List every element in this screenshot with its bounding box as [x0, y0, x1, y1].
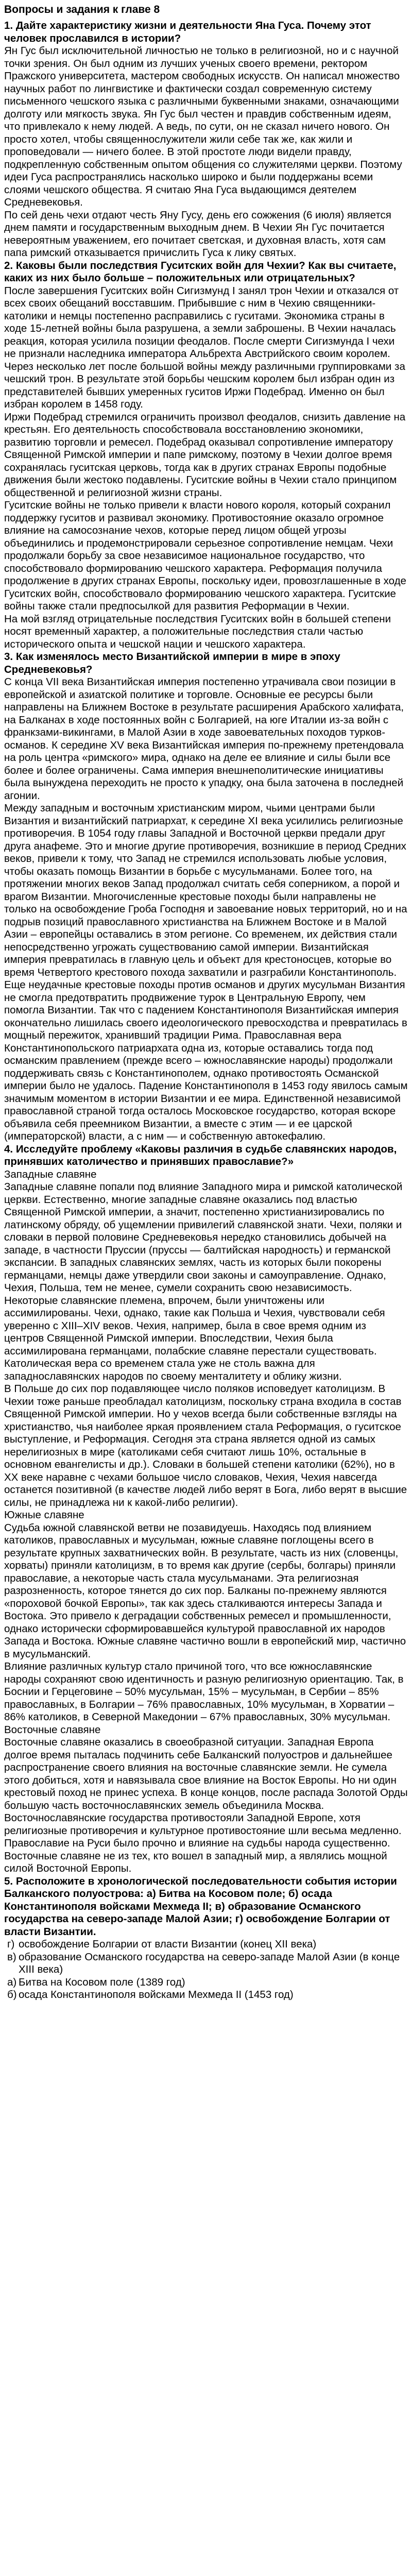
question-block: [4, 651, 408, 1143]
answer-list: [4, 1938, 408, 2002]
question-text: Дайте характеристику жизни и деятельности Яна Гуса. Почему этот человек прославился в истории?: [4, 20, 371, 44]
list-item-marker: г): [7, 1938, 15, 1950]
question-block: [4, 1875, 408, 2002]
answer-paragraph: На мой взгляд отрицательные последствия Гуситских войн в большей степени носят временный характер, а положительные последствия стали частью исторического опыта и чешской нации и чешского характера.: [4, 613, 391, 650]
list-item: [4, 1938, 408, 1951]
list-item-text: освобождение Болгарии от власти Византии (конец XII века): [19, 1938, 317, 1950]
section-subheading: Восточные славяне: [4, 1723, 101, 1736]
answer-paragraph: По сей день чехи отдают честь Яну Гусу, день его сожжения (6 июля) является днем памяти и государственным выходным днем. В Чехии Ян Гус почитается невероятным уважением, его почитает светская, и духовная власть, хотя сам папа римский отказывается причислить Гуса к лику святых.: [4, 209, 391, 259]
answer-paragraph: Судьба южной славянской ветви не позавидуешь. Находясь под влиянием католиков, православных и мусульман, южные славяне поглощены всего в результате крупных захватнических войн. В результате, часть из них (словенцы, хорваты) приняли католицизм, в то время как другие (сербы, болгары) приняли православие, а некоторые часть стала мусульманами. Эта религиозная разрозненность, которое тянется до сих пор. Балканы по-прежнему являются «пороховой бочкой Европы», так как здесь сталкиваются интересы Запада и Востока. Это привело к деградации собственных ремесел и промышленности, однако исторически сформировавшейся культурой православной их народов Запада и Востока. Южные славяне частично вошли в европейский мир, частично в мусульманский.: [4, 1521, 406, 1660]
question-title: [4, 260, 408, 285]
question-block: [4, 20, 408, 260]
question-number: 2.: [4, 259, 13, 272]
answer-paragraph: В Польше до сих пор подавляющее число поляков исповедует католицизм. В Чехии тоже раньше преобладал католицизм, поскольку страна входила в состав Священной Римской империи. Но у чехов всегда были собственные взгляды на христианство, чья наиболее яркая проявлением стала Реформация, о гуситское выступление, и Реформация. Сегодня эта страна является одной из самых нерелигиозных в мире (католиками себя считают лишь 10%, остальные в основном евангелисты и др.). Словаки в большей степени католики (62%), но в XX веке наравне с чехами большое число словаков, Чехия, Чехия навсегда останется позитивной (в качестве людей либо верят в Бога, либо верят в высшие силы, не принадлежа ни к какой-либо религии).: [4, 1383, 407, 1509]
list-item-text: образование Османского государства на северо-западе Малой Азии (в конце XIII века): [19, 1951, 400, 1975]
list-item-marker: а): [7, 1976, 17, 1988]
section-subheading: Южные славяне: [4, 1509, 84, 1521]
question-title: [4, 20, 408, 45]
answer-paragraph: Влияние различных культур стало причиной того, что все южнославянские народы сохраняют свою идентичность и разную религиозную ориентацию. Так, в Боснии и Герцеговине – 50% мусульман, 15% – мусульман, в Сербии – 85% православных, в Болгарии – 76% православных, 10% мусульман, в Хорватии – 86% католиков, в Северной Македонии – 67% православных, 30% мусульман.: [4, 1660, 404, 1723]
list-item: [4, 1976, 408, 1989]
list-item: [4, 1951, 408, 1976]
question-text: Как изменялось место Византийской империи в мире в эпоху Средневековья?: [4, 651, 340, 675]
answer-paragraph: Западные славяне попали под влияние Западного мира и римской католической церкви. Естественно, многие западные славяне оказались под властью Священной Римской империи, а значит, постепенно христианизировались по латинскому обряду, об ущемлении привилегий славянской знати. Чехи, поляки и словаки в первой половине Средневековья нередко становились добычей на западе, в частности Пруссии (пруссы — балтийская народность) и германской экспансии. В западных славянских землях, часть из которых были покорены германцами, немцы даже утвердили свои законы и самоуправление. Однако, Чехия, Польша, тем не менее, сумели сохранить свою независимость. Некоторые славянские племена, впрочем, были уничтожены или ассимилированы. Чехи, однако, такие как Польша и Чехия, чувствовали себя уверенно с XIII–XIV веков. Чехия, например, была в свое время одним из центров Священной Римской империи. Впоследствии, Чехия была ассимилирована германцами, полабские славяне перестали существовать. Католическая вера со временем стала уже не столь важна для западнославянских народов по своему менталитету и облику жизни.: [4, 1181, 403, 1382]
question-block: [4, 260, 408, 651]
list-item: [4, 1989, 408, 2002]
list-item-marker: б): [7, 1989, 17, 2001]
question-title: [4, 1875, 408, 1939]
page-title: Вопросы и задания к главе 8: [4, 4, 160, 15]
question-number: 4.: [4, 1143, 13, 1155]
question-title: [4, 1143, 408, 1168]
list-item-text: осада Константинополя войсками Мехмеда II (1453 год): [19, 1989, 294, 2001]
question-text: Расположите в хронологической последовательности события истории Балканского полуострова: а) Битва на Косовом поле; б) осада Константинополя войсками Мехмеда II; в) образование Османского государства на северо-западе Малой Азии; г) освобождение Болгарии от власти Византии.: [4, 1875, 397, 1938]
question-number: 5.: [4, 1875, 13, 1887]
question-title: [4, 651, 408, 676]
answer-paragraph: Иржи Подебрад стремился ограничить произвол феодалов, снизить давление на крестьян. Его деятельность способствовала восстановлению экономики, развитию торговли и ремесел. Подебрад оказывал сопротивление императору Священной Римской империи и папе римскому, поэтому в Чехии долгое время сохранялась гуситская церковь, тогда как в других странах Европы подобные движения были жестоко подавлены. Гуситские войны в Чехии стало принципом общественной и религиозной жизни страны.: [4, 411, 406, 499]
answer-paragraph: Ян Гус был исключительной личностью не только в религиозной, но и с научной точки зрения. Он был одним из лучших ученых своего времени, ректором Пражского университета, мастером свободных искусств. Он написал множество научных работ по лингвистике и фактически создал современную систему письменного чешского языка с различными буквенными знаками, означающими долготу или мягкость звука. Ян Гус был честен и правдив собственным идеям, что привлекало к нему людей. А ведь, по сути, он не сказал ничего нового. Он просто хотел, чтобы священнослужители жили себе так же, как жили и проповедовали — ничего более. В этой простоте люди видели правду, подкрепленную собственным опытом общения со служителями церкви. Поэтому идеи Гуса распространялись насколько широко и были поддержаны всеми слоями чешского общества. Я считаю Яна Гуса выдающимся деятелем Средневековья.: [4, 45, 402, 208]
question-block: [4, 1143, 408, 1875]
list-item-marker: в): [7, 1951, 16, 1963]
section-subheading: Западные славяне: [4, 1168, 97, 1180]
question-text: Исследуйте проблему «Каковы различия в судьбе славянских народов, принявших католичество и принявших православие?»: [4, 1143, 397, 1167]
answer-paragraph: После завершения Гуситских войн Сигизмунд I занял трон Чехии и отказался от всех своих обещаний восставшим. Прибывшие с ним в Чехию священники-католики и немцы постепенно расправились с гуситами. Экономика страны в ходе 15-летней войны была разрушена, а земли заброшены. В Чехии началась реакция, которая усилила позиции феодалов. После смерти Сигизмунда I чехи не признали наследника императора Альбрехта Австрийского своим королем. Через несколько лет после большой войны между различными группировками за чешский трон. В результате этой борьбы чешским королем был избран один из представителей бывших умеренных гуситов Иржи Подебрад. Именно он был избран королем в 1458 году.: [4, 284, 405, 410]
answer-paragraph: Между западным и восточным христианским миром, чьими центрами были Византия и византийский патриархат, к середине XI века усилились религиозные противоречия. В 1054 году главы Западной и Восточной церкви предали друг друга анафеме. Это и многие другие противоречия, возникшие в период Средних веков, привели к тому, что Запад не стремился использовать любые условия, чтобы оказать помощь Византии в борьбе с мусульманами. Более того, на протяжении многих веков Запад продолжал считать себя соперником, а порой и врагом Византии. Многочисленные крестовые походы были направлены не только на освобождение Гроба Господня и завоевание новых территорий, но и на подрыв позиций православного христианства на Ближнем Востоке и в Малой Азии – европейцы оставались в этом регионе. Со временем, их действия стали непосредственно угрожать существованию самой империи. Византийская империя превратилась в главную цель и объект для крестоносцев, которые во время Четвертого крестового похода захватили и разграбили Константинополь. Еще неудачные крестовые походы против османов и других мусульман Византия не смогла предотвратить продвижение турок в Центральную Европу, чем помогла Византии. Так что с падением Константинополя Византийская империя окончательно лишилась своего идеологического превосходства и превратилась в мощный пережиток, хранивший традиции Рима. Православная вера Константинопольского патриархата одна из, которые оставались тогда под османским правлением (прежде всего – южнославянские народы) продолжали поддерживать связь с Константинополем, однако противостоять Османской империи было не удалось. Падение Константинополя в 1453 году явилось самым значимым моментом в истории Византии и ее мира. Единственной независимой православной страной тогда осталось Московское государство, которая вскоре объявила себя преемником Византии, а вместе с этим — и ее царской (императорской) власти, а с ним — и собственную автокефалию.: [4, 802, 408, 1142]
answer-paragraph: Восточные славяне оказались в своеобразной ситуации. Западная Европа долгое время пыталась подчинить себе Балканский полуостров и дальнейшее распространение своего влияния на восточные славянские земли. Не сумела этого добиться, хотя и навязывала свое влияние на Восток Европы. Но ни один крестовый поход не принес успеха. В конце концов, после распада Золотой Орды большую часть восточнославянских земель объединила Москва. Восточнославянские государства противостояли Западной Европе, хотя религиозные противоречия и культурное противостояние шли весьма медленно. Православие на Руси было прочно и влияние на судьбы народа существенно. Восточные славяне не из тех, кто вошел в западный мир, а являлись мощной силой Восточной Европы.: [4, 1736, 408, 1874]
question-text: Каковы были последствия Гуситских войн для Чехии? Как вы считаете, каких из них было больше – положительных или отрицательных?: [4, 259, 397, 284]
answer-paragraph: Гуситские войны не только привели к власти нового короля, который сохранил поддержку гуситов и развивал экономику. Противостояние оказало огромное влияние на самосознание чехов, которые перед лицом общей угрозы объединились и продемонстрировали серьезное сопротивление немцам. Чехи продолжали борьбу за свое независимое национальное государство, что способствовало формированию чешского характера. Реформация получила продолжение в других странах Европы, поскольку идеи, провозглашенные в ходе Гуситских войн, способствовало формированию чешского характера. Гуситские войны также стали предпосылкой для развития Реформации в Чехии.: [4, 499, 406, 612]
list-item-text: Битва на Косовом поле (1389 год): [19, 1976, 185, 1988]
question-number: 1.: [4, 20, 13, 31]
answer-paragraph: С конца VII века Византийская империя постепенно утрачивала свои позиции в европейской и азиатской политике и торговле. Основные ее ресурсы были направлены на Ближнем Востоке в результате расширения Арабского халифата, на Балканах в ходе постоянных войн с Болгарией, на юге Италии из-за войн с франкзами-викингами, в Малой Азии в ходе завоевательных походов турков-османов. К середине XV века Византийская империя по-прежнему претендовала на роль центра «римского» мира, однако на деле ее влияние и силы были все более и более ограничены. Сама империя внешнеполитические инициативы была вынуждена переходить не просто к упадку, она была заточена в последней агонии.: [4, 676, 404, 802]
question-number: 3.: [4, 651, 13, 663]
questions-list: [4, 20, 408, 2002]
